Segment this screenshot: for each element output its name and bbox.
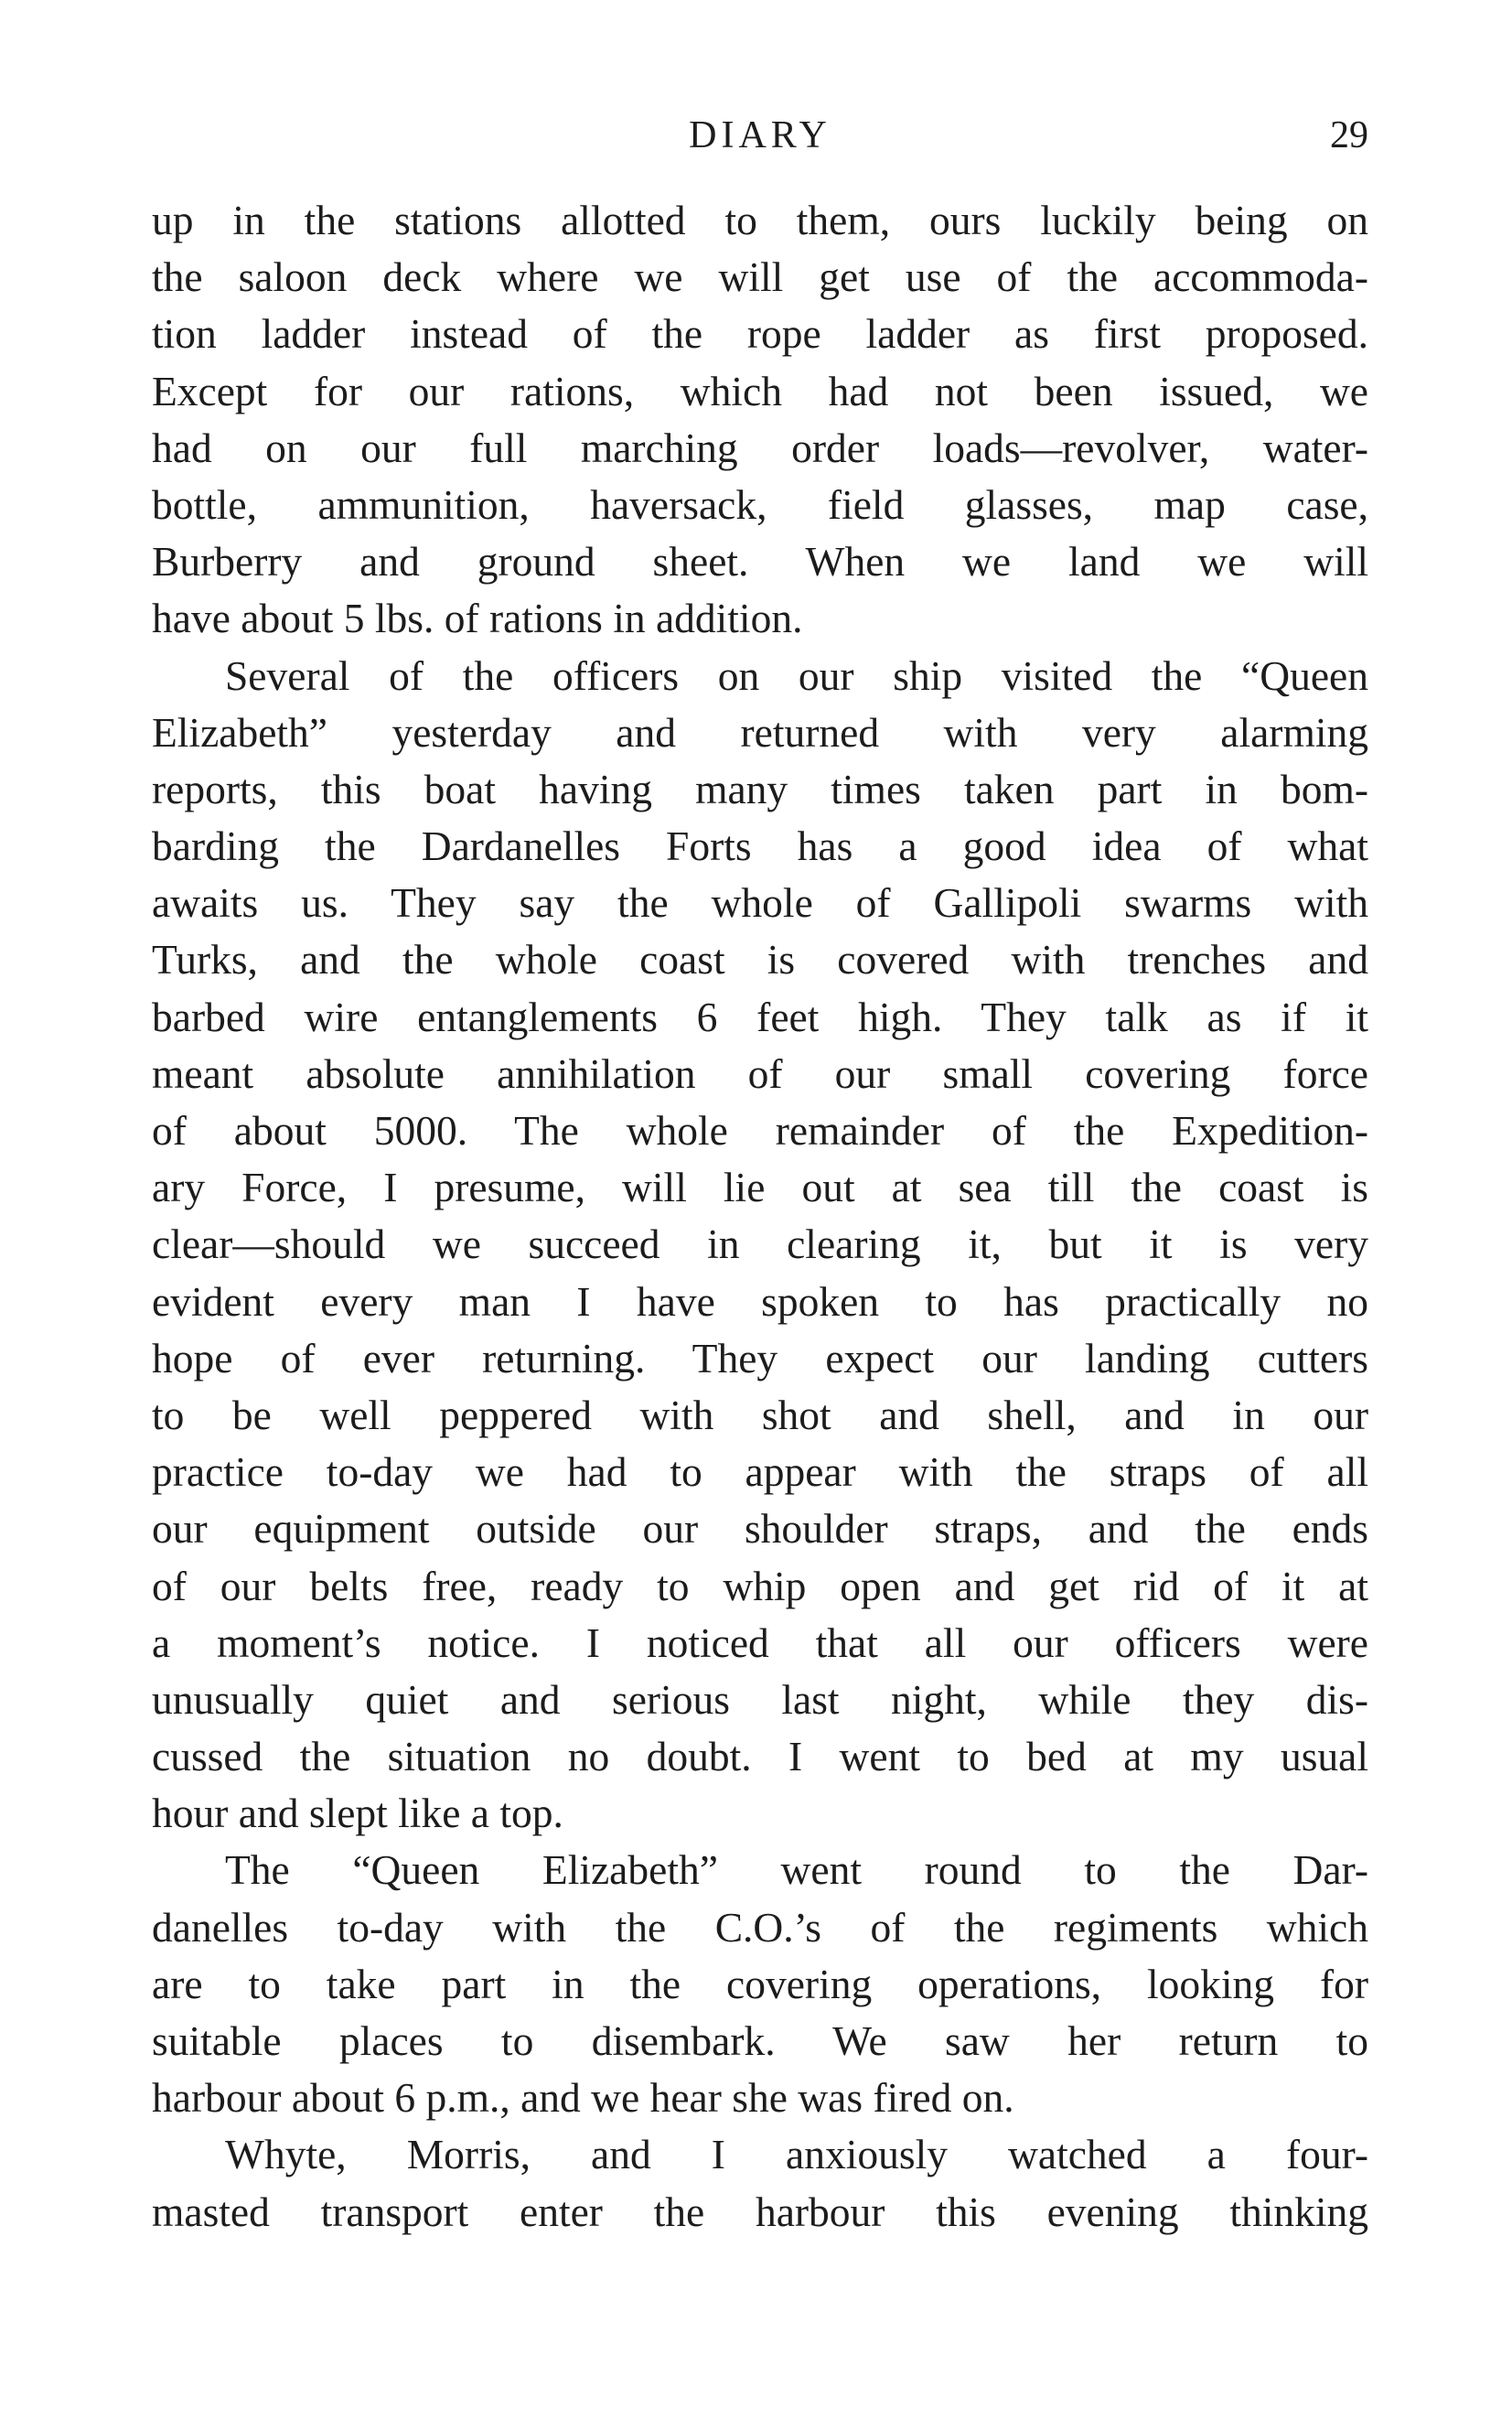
text-line: Burberry and ground sheet. When we land we will (152, 538, 1368, 586)
body-text (152, 192, 1368, 2241)
text-line: evident every man I have spoken to has practically no (152, 1277, 1368, 1325)
text-line: Turks, and the whole coast is covered with trenches and (152, 936, 1368, 984)
text-line: of our belts free, ready to whip open and get rid of it at (152, 1562, 1368, 1609)
text-line: unusually quiet and serious last night, while they dis- (152, 1675, 1368, 1723)
text-line: reports, this boat having many times taken part in bom- (152, 765, 1368, 812)
text-line: a moment’s notice. I noticed that all our officers were (152, 1618, 1368, 1666)
text-line: Elizabeth” yesterday and returned with very alarming (152, 708, 1368, 756)
text-line: clear—should we succeed in clearing it, but it is very (152, 1220, 1368, 1268)
text-line: Except for our rations, which had not been issued, we (152, 367, 1368, 414)
text-line: Several of the officers on our ship visited the “Queen (225, 651, 1368, 699)
text-line: Whyte, Morris, and I anxiously watched a four- (225, 2131, 1368, 2178)
text-line: harbour about 6 p.m., and we hear she was fired on. (152, 2074, 1014, 2122)
text-line: practice to-day we had to appear with the straps of all (152, 1448, 1368, 1496)
text-line: meant absolute annihilation of our small covering force (152, 1049, 1368, 1097)
text-line: of about 5000. The whole remainder of the Expedition- (152, 1107, 1368, 1154)
text-line: had on our full marching order loads—revolver, water- (152, 424, 1368, 471)
text-line: cussed the situation no doubt. I went to bed at my usual (152, 1733, 1368, 1780)
text-line: up in the stations allotted to them, ours luckily being on (152, 197, 1368, 243)
text-line: to be well peppered with shot and shell, and in our (152, 1391, 1368, 1438)
text-line: barbed wire entanglements 6 feet high. They talk as if it (152, 993, 1368, 1040)
text-line: suitable places to disembark. We saw her return to (152, 2017, 1368, 2064)
running-head (152, 108, 1368, 163)
text-line: are to take part in the covering operations, looking for (152, 1960, 1368, 2007)
text-line: tion ladder instead of the rope ladder as first proposed. (152, 310, 1368, 358)
text-line: our equipment outside our shoulder straps, and the ends (152, 1505, 1368, 1553)
text-line: hour and slept like a top. (152, 1790, 563, 1837)
text-line: hope of ever returning. They expect our landing cutters (152, 1334, 1368, 1382)
text-line: have about 5 lbs. of rations in addition. (152, 595, 803, 642)
text-line: The “Queen Elizabeth” went round to the Dar- (225, 1846, 1368, 1894)
text-line: masted transport enter the harbour this evening thinking (152, 2188, 1368, 2235)
text-line: danelles to-day with the C.O.’s of the regiments which (152, 1903, 1368, 1951)
text-line: bottle, ammunition, haversack, field glasses, map case, (152, 480, 1368, 528)
text-line: ary Force, I presume, will lie out at sea till the coast is (152, 1164, 1368, 1211)
text-line: barding the Dardanelles Forts has a good idea of what (152, 823, 1368, 870)
running-title: DIARY (689, 114, 831, 156)
text-line: awaits us. They say the whole of Gallipoli swarms with (152, 879, 1368, 927)
page-number: 29 (1330, 114, 1368, 156)
text-line: the saloon deck where we will get use of the accommoda- (152, 253, 1368, 301)
